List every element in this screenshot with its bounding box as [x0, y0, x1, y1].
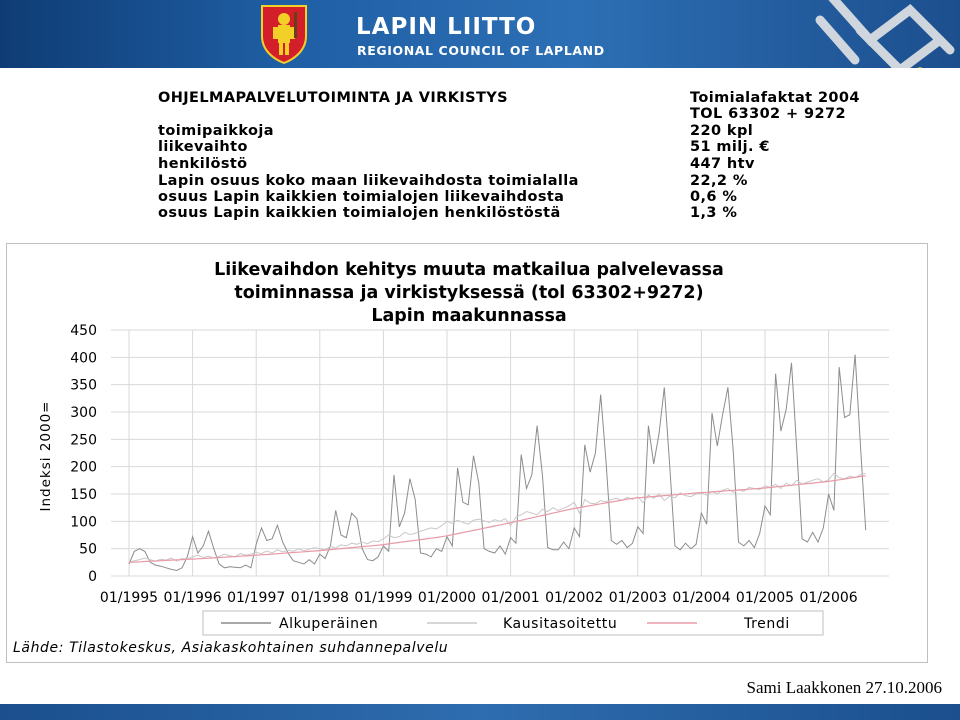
fact-value: 22,2 %: [690, 173, 748, 189]
y-tick-label: 50: [79, 541, 97, 558]
y-tick-label: 200: [70, 459, 97, 476]
header-banner: [0, 0, 960, 68]
chart-panel: [6, 243, 928, 663]
facts-code: TOL 63302 + 9272: [690, 106, 846, 122]
x-tick-label: 01/2005: [735, 590, 795, 606]
facts-heading-right: Toimialafaktat 2004: [690, 90, 860, 106]
y-axis-label: Indeksi 2000=: [38, 400, 54, 512]
legend-label: Trendi: [744, 616, 790, 632]
industry-facts-panel: [8, 68, 956, 236]
y-tick-label: 400: [70, 350, 97, 367]
fact-label: toimipaikkoja: [158, 123, 274, 139]
x-tick-label: 01/1997: [227, 590, 286, 606]
fact-label: osuus Lapin kaikkien toimialojen henkilöstöstä: [158, 205, 561, 221]
organization-title: LAPIN LIITTO: [356, 14, 537, 40]
chart-title-line: Lapin maakunnassa: [371, 306, 567, 326]
series-line-alkuper-inen: [129, 355, 866, 571]
x-tick-label: 01/2003: [608, 590, 667, 606]
chart-title-line: Liikevaihdon kehitys muuta matkailua palvelevassa: [214, 260, 724, 280]
x-tick-label: 01/2001: [481, 590, 540, 606]
x-tick-label: 01/1998: [290, 590, 349, 606]
y-tick-label: 450: [70, 323, 97, 339]
legend-label: Alkuperäinen: [279, 616, 379, 632]
facts-heading: OHJELMAPALVELUTOIMINTA JA VIRKISTYS: [158, 90, 508, 106]
ice-lattice-decoration: [800, 0, 960, 68]
x-tick-label: 01/2006: [799, 590, 858, 606]
y-tick-label: 100: [70, 514, 97, 531]
legend-label: Kausitasoitettu: [503, 616, 618, 632]
fact-label: osuus Lapin kaikkien toimialojen liikevaihdosta: [158, 189, 565, 205]
author-date: Sami Laakkonen 27.10.2006: [746, 678, 942, 697]
y-tick-label: 300: [70, 405, 97, 421]
x-tick-label: 01/2002: [545, 590, 604, 606]
x-tick-label: 01/1996: [163, 590, 222, 606]
fact-value: 447 htv: [690, 156, 755, 172]
organization-subtitle: REGIONAL COUNCIL OF LAPLAND: [357, 43, 605, 58]
source-note: Lähde: Tilastokeskus, Asiakaskohtainen suhdannepalvelu: [13, 640, 449, 656]
y-tick-label: 0: [88, 569, 97, 585]
x-tick-label: 01/2004: [672, 590, 731, 606]
chart-title-line: toiminnassa ja virkistyksessä (tol 63302+9272): [234, 283, 704, 303]
x-tick-label: 01/1999: [354, 590, 413, 606]
fact-value: 220 kpl: [690, 123, 754, 139]
y-tick-label: 250: [70, 432, 97, 449]
fact-label: henkilöstö: [158, 156, 248, 172]
fact-label: liikevaihto: [158, 139, 248, 155]
coat-of-arms-icon: [258, 2, 310, 64]
fact-label: Lapin osuus koko maan liikevaihdosta toimialalla: [158, 173, 579, 189]
x-tick-label: 01/1995: [99, 590, 159, 606]
line-chart: [7, 244, 927, 662]
y-tick-label: 350: [70, 377, 97, 394]
x-tick-label: 01/2000: [417, 590, 477, 606]
fact-value: 0,6 %: [690, 189, 738, 205]
footer-bar: [0, 704, 960, 720]
fact-value: 51 milj. €: [690, 139, 770, 155]
fact-value: 1,3 %: [690, 205, 738, 221]
y-tick-label: 150: [70, 487, 97, 503]
